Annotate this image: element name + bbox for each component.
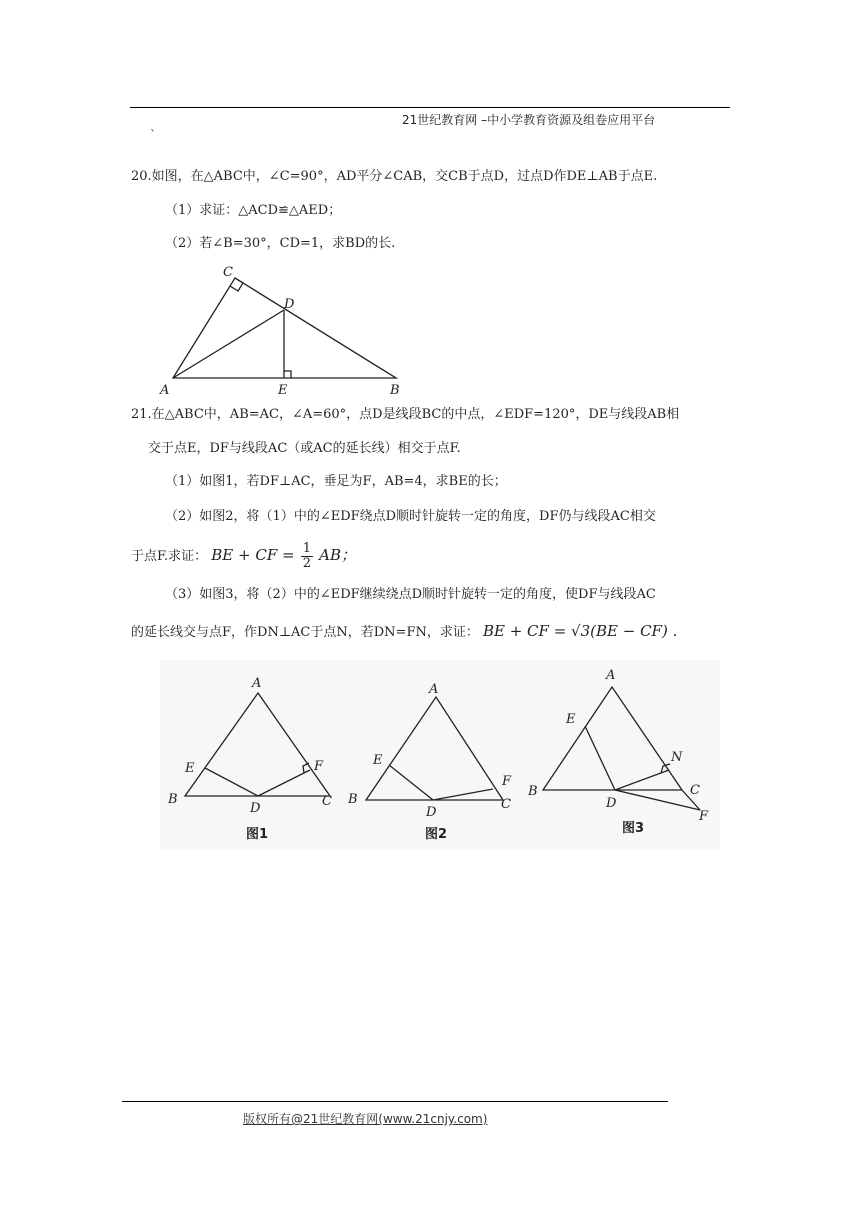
q21-part2b (131, 540, 356, 572)
fig2-label-D: D (426, 805, 437, 820)
q20-label-A: A (160, 383, 170, 398)
q21-part1: （1）如图1，若DF⊥AC，垂足为F，AB=4，求BE的长； (165, 474, 507, 489)
fig1-label-C: C (322, 794, 332, 809)
fig1-label-B: B (168, 792, 178, 807)
q21-part2b-prefix: 于点F.求证： (131, 549, 208, 564)
q21-line2: 交于点E，DF与线段AC（或AC的延长线）相交于点F. (148, 441, 461, 456)
q21-figures (160, 660, 720, 850)
q21-part2b-formula-left: BE + CF = (211, 546, 295, 564)
q21-frac-num: 1 (302, 541, 312, 556)
q20-part1: （1）求证：△ACD≌△AED； (165, 203, 342, 218)
fig2-label-B: B (348, 792, 358, 807)
q21-part3b (131, 622, 677, 642)
fig3-label-B: B (528, 784, 538, 799)
q21-half-fraction (301, 542, 313, 571)
fig2-label-E: E (373, 753, 383, 768)
q21-part2b-formula-right: AB； (319, 546, 357, 564)
fig3-label-E: E (566, 712, 576, 727)
fig2-label-C: C (501, 797, 511, 812)
footer-copyright-link[interactable]: 版权所有@21世纪教育网(www.21cnjy.com) (243, 1112, 488, 1126)
fig3-label-C: C (690, 783, 700, 798)
fig3-caption: 图3 (622, 821, 645, 836)
q20-label-D: D (284, 297, 295, 312)
fig3-label-A: A (606, 668, 616, 683)
fig3-label-N: N (671, 750, 683, 765)
fig2-caption: 图2 (425, 827, 448, 842)
fig3-label-F: F (699, 809, 709, 824)
q20-label-C: C (223, 265, 233, 280)
q20-label-B: B (390, 383, 400, 398)
q20-part2: （2）若∠B=30°，CD=1，求BD的长. (165, 236, 396, 251)
q21-frac-den: 2 (302, 556, 312, 571)
fig2-label-A: A (429, 682, 439, 697)
q20-label-E: E (278, 383, 288, 398)
header-mark: ` (150, 128, 156, 142)
q21-part2a: （2）如图2，将（1）中的∠EDF绕点D顺时针旋转一定的角度，DF仍与线段AC相交 (165, 509, 656, 524)
q21-part3b-prefix: 的延长线交与点F，作DN⊥AC于点N，若DN=FN，求证： (131, 625, 479, 640)
q21-part3a: （3）如图3，将（2）中的∠EDF继续绕点D顺时针旋转一定的角度，使DF与线段AC (165, 587, 656, 602)
fig1-label-A: A (252, 676, 262, 691)
fig1-label-F: F (314, 759, 324, 774)
fig3-label-D: D (606, 796, 617, 811)
fig1-caption: 图1 (246, 827, 269, 842)
footer-rule (122, 1101, 668, 1102)
fig1-label-D: D (250, 801, 261, 816)
q21-line1: 21.在△ABC中，AB=AC，∠A=60°，点D是线段BC的中点，∠EDF=120°，DE与线段AB相 (131, 407, 680, 422)
header-text: 21世纪教育网 –中小学教育资源及组卷应用平台 (402, 113, 656, 127)
q21-part3b-formula: BE + CF = √3(BE − CF) . (482, 622, 678, 640)
fig2-label-F: F (502, 774, 512, 789)
q20-stem: 20.如图，在△ABC中，∠C=90°，AD平分∠CAB，交CB于点D，过点D作DE⊥AB于点E. (131, 169, 658, 184)
header-rule (130, 107, 730, 108)
fig1-label-E: E (185, 761, 195, 776)
q20-figure (150, 258, 420, 398)
